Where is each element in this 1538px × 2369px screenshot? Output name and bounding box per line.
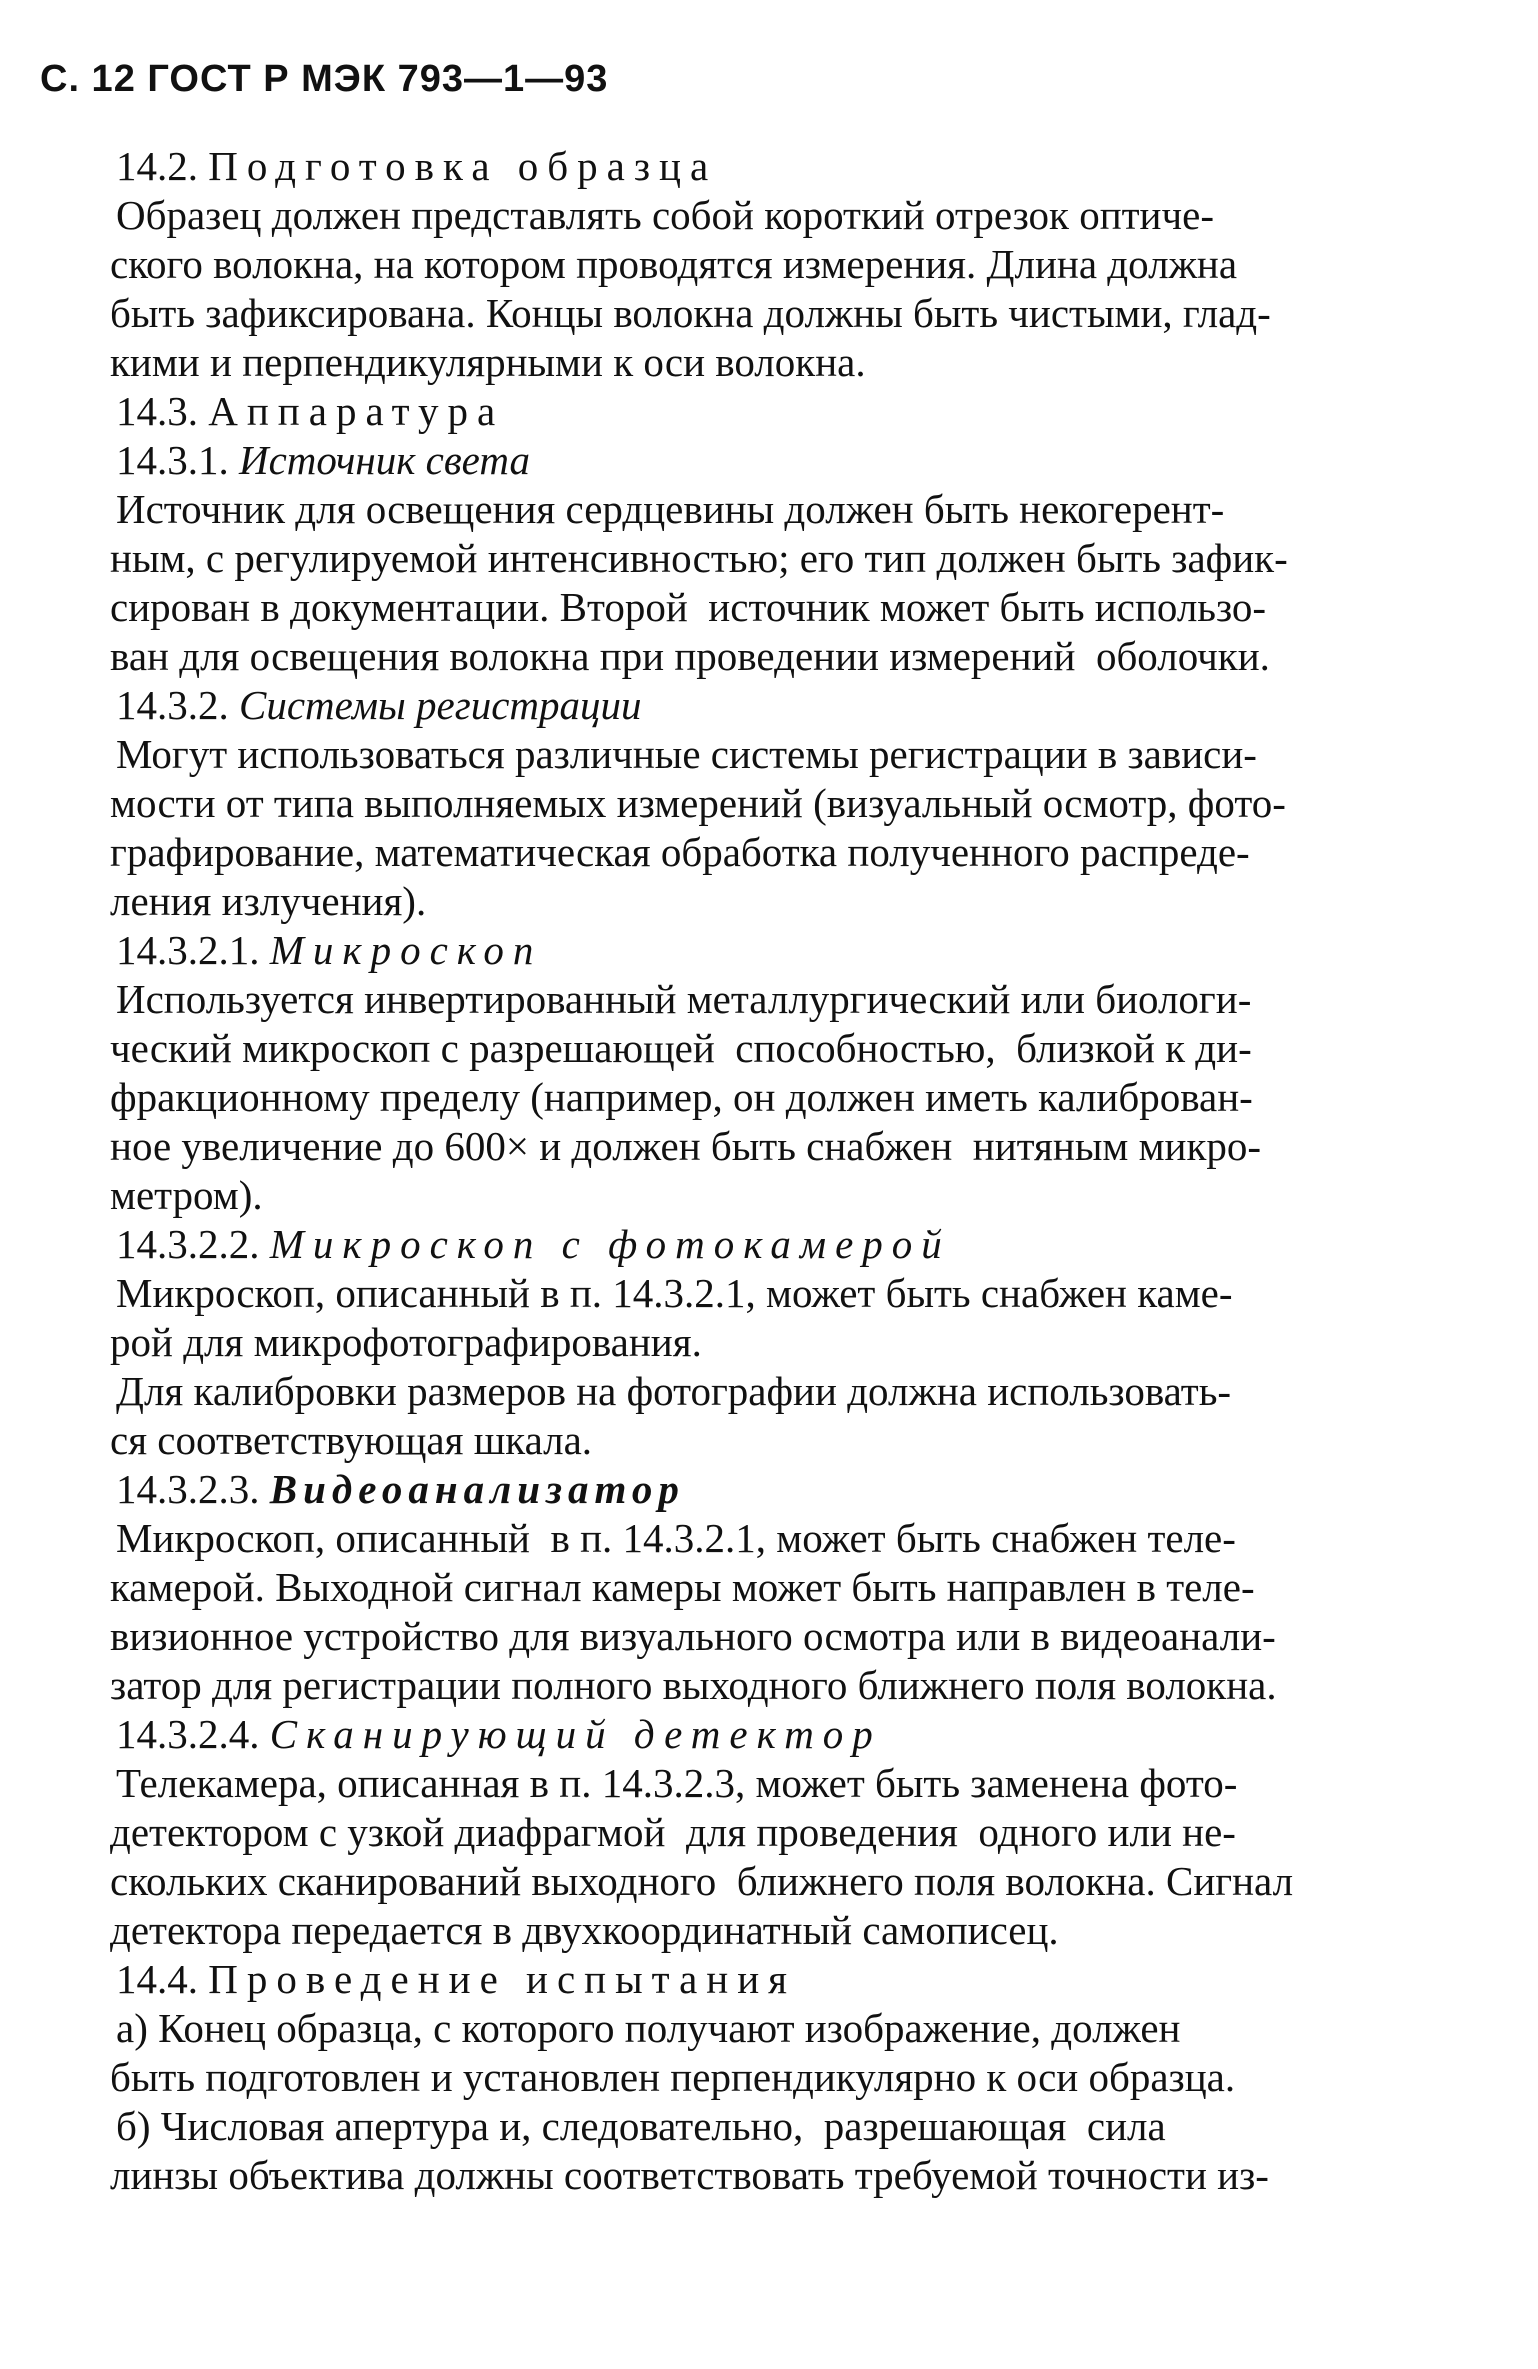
- text-line: [110, 632, 1410, 681]
- text-line: [110, 142, 1410, 191]
- text-line: [110, 1269, 1410, 1318]
- line-text: б) Числовая апертура и, следовательно, разрешающая сила: [116, 2103, 1166, 2149]
- line-text: ся соответствующая шкала.: [110, 1417, 593, 1463]
- section-heading: Источник света: [239, 437, 530, 483]
- line-text: ского волокна, на котором проводятся измерения. Длина должна: [110, 241, 1238, 287]
- section-heading: Микроскоп с фотокамерой: [269, 1221, 951, 1267]
- line-text: скольких сканирований выходного ближнего поля волокна. Сигнал: [110, 1858, 1294, 1904]
- section-number: 14.2.: [116, 143, 209, 189]
- text-line: [110, 1906, 1410, 1955]
- line-text: Используется инвертированный металлургический или биологи-: [116, 976, 1252, 1022]
- line-text: Телекамера, описанная в п. 14.3.2.3, может быть заменена фото-: [116, 1760, 1238, 1806]
- line-text: ческий микроскоп с разрешающей способностью, близкой к ди-: [110, 1025, 1252, 1071]
- text-line: [110, 2053, 1410, 2102]
- line-text: Могут использоваться различные системы регистрации в зависи-: [116, 731, 1257, 777]
- text-line: [110, 828, 1410, 877]
- section-number: 14.3.: [116, 388, 209, 434]
- section-number: 14.3.1.: [116, 437, 239, 483]
- text-line: [110, 583, 1410, 632]
- text-line: [110, 2004, 1410, 2053]
- line-text: камерой. Выходной сигнал камеры может быть направлен в теле-: [110, 1564, 1255, 1610]
- text-line: [110, 338, 1410, 387]
- section-heading: Проведение испытания: [208, 1956, 797, 2002]
- line-text: кими и перпендикулярными к оси волокна.: [110, 339, 866, 385]
- text-line: [110, 1171, 1410, 1220]
- section-number: 14.4.: [116, 1956, 209, 2002]
- text-line: [110, 1857, 1410, 1906]
- text-line: [110, 1367, 1410, 1416]
- text-line: [110, 2151, 1410, 2200]
- line-text: ления излучения).: [110, 878, 427, 924]
- section-heading: Микроскоп: [269, 927, 543, 973]
- section-number: 14.3.2.: [116, 682, 239, 728]
- line-text: графирование, математическая обработка полученного распреде-: [110, 829, 1250, 875]
- text-line: [110, 1661, 1410, 1710]
- line-text: затор для регистрации полного выходного ближнего поля волокна.: [110, 1662, 1277, 1708]
- text-line: [110, 289, 1410, 338]
- text-line: [110, 191, 1410, 240]
- line-text: ное увеличение до 600× и должен быть снабжен нитяным микро-: [110, 1123, 1262, 1169]
- section-heading: Видеоанализатор: [269, 1466, 685, 1512]
- line-text: быть подготовлен и установлен перпендикулярно к оси образца.: [110, 2054, 1236, 2100]
- line-text: метром).: [110, 1172, 263, 1218]
- text-line: [110, 779, 1410, 828]
- line-text: ван для освещения волокна при проведении измерений оболочки.: [110, 633, 1270, 679]
- page-header: С. 12 ГОСТ Р МЭК 793—1—93: [40, 58, 609, 100]
- text-line: [110, 730, 1410, 779]
- line-text: Источник для освещения сердцевины должен быть некогерент-: [116, 486, 1225, 532]
- line-text: фракционному пределу (например, он должен иметь калиброван-: [110, 1074, 1253, 1120]
- text-line: [110, 485, 1410, 534]
- text-line: [110, 926, 1410, 975]
- text-line: [110, 240, 1410, 289]
- text-line: [110, 877, 1410, 926]
- section-number: 14.3.2.2.: [116, 1221, 270, 1267]
- section-heading: Аппаратура: [208, 388, 505, 434]
- text-line: [110, 1416, 1410, 1465]
- line-text: Микроскоп, описанный в п. 14.3.2.1, может быть снабжен теле-: [116, 1515, 1236, 1561]
- text-line: [110, 387, 1410, 436]
- text-line: [110, 1465, 1410, 1514]
- text-line: [110, 1563, 1410, 1612]
- line-text: мости от типа выполняемых измерений (визуальный осмотр, фото-: [110, 780, 1286, 826]
- section-heading: Сканирующий детектор: [269, 1711, 882, 1757]
- line-text: быть зафиксирована. Концы волокна должны быть чистыми, глад-: [110, 290, 1271, 336]
- text-line: [110, 2102, 1410, 2151]
- line-text: детектором с узкой диафрагмой для проведения одного или не-: [110, 1809, 1236, 1855]
- line-text: Образец должен представлять собой короткий отрезок оптиче-: [116, 192, 1214, 238]
- text-line: [110, 436, 1410, 485]
- line-text: визионное устройство для визуального осмотра или в видеоанали-: [110, 1613, 1276, 1659]
- text-line: [110, 681, 1410, 730]
- line-text: сирован в документации. Второй источник может быть использо-: [110, 584, 1267, 630]
- line-text: ным, с регулируемой интенсивностью; его тип должен быть зафик-: [110, 535, 1288, 581]
- line-text: а) Конец образца, с которого получают изображение, должен: [116, 2005, 1181, 2051]
- text-line: [110, 1318, 1410, 1367]
- line-text: детектора передается в двухкоординатный самописец.: [110, 1907, 1059, 1953]
- text-line: [110, 1710, 1410, 1759]
- document-body: [110, 142, 1410, 2200]
- text-line: [110, 1612, 1410, 1661]
- text-line: [110, 1220, 1410, 1269]
- text-line: [110, 1073, 1410, 1122]
- line-text: Для калибровки размеров на фотографии должна использовать-: [116, 1368, 1232, 1414]
- section-number: 14.3.2.4.: [116, 1711, 270, 1757]
- text-line: [110, 1122, 1410, 1171]
- text-line: [110, 534, 1410, 583]
- section-heading: Подготовка образца: [208, 143, 718, 189]
- section-number: 14.3.2.3.: [116, 1466, 270, 1512]
- line-text: линзы объектива должны соответствовать требуемой точности из-: [110, 2152, 1269, 2198]
- text-line: [110, 1759, 1410, 1808]
- text-line: [110, 1808, 1410, 1857]
- text-line: [110, 1955, 1410, 2004]
- section-number: 14.3.2.1.: [116, 927, 270, 973]
- text-line: [110, 1514, 1410, 1563]
- line-text: рой для микрофотографирования.: [110, 1319, 702, 1365]
- text-line: [110, 975, 1410, 1024]
- line-text: Микроскоп, описанный в п. 14.3.2.1, может быть снабжен каме-: [116, 1270, 1233, 1316]
- section-heading: Системы регистрации: [239, 682, 642, 728]
- text-line: [110, 1024, 1410, 1073]
